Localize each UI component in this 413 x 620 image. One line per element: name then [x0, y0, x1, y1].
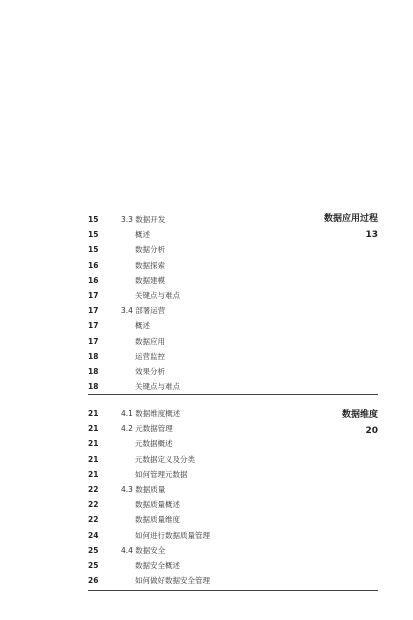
section-divider [88, 590, 378, 591]
toc-entry[interactable] [88, 406, 308, 422]
toc-entry[interactable] [88, 436, 308, 452]
toc-entry[interactable] [88, 288, 308, 304]
toc-entry-page-number: 22 [88, 515, 99, 525]
toc-section-data-dimensions [88, 406, 378, 596]
toc-entry-subheading: 如何进行数据质量管理 [135, 530, 210, 540]
toc-entry-page-number: 17 [88, 336, 99, 346]
toc-entry[interactable] [88, 349, 308, 365]
toc-entry-page-number: 21 [88, 409, 99, 418]
toc-entry-page-number: 25 [88, 561, 99, 570]
section-title: 数据维度 [341, 410, 378, 420]
toc-entry-subheading: 数据安全概述 [135, 561, 180, 570]
toc-entry-page-number: 21 [88, 454, 99, 464]
toc-entry[interactable] [88, 543, 308, 559]
toc-entry-page-number: 16 [88, 275, 99, 285]
toc-entry-subheading: 元数据概述 [135, 439, 173, 449]
toc-entry[interactable] [88, 512, 308, 528]
toc-entry-subheading: 数据探索 [135, 260, 165, 270]
toc-entry-page-number: 15 [88, 230, 99, 240]
toc-entry[interactable] [88, 258, 308, 274]
toc-entry-subheading: 运营监控 [135, 351, 165, 361]
toc-entry[interactable] [88, 421, 308, 437]
toc-entry-subheading: 关键点与难点 [135, 291, 180, 300]
toc-entry-page-number: 18 [88, 351, 99, 361]
toc-entry[interactable] [88, 497, 308, 513]
toc-entry-heading: 3.3 数据开发 [121, 215, 166, 224]
toc-entry-page-number: 17 [88, 291, 99, 300]
toc-entry-heading: 4.2 元数据管理 [121, 424, 173, 434]
toc-entry[interactable] [88, 379, 308, 395]
toc-entry-page-number: 22 [88, 500, 99, 510]
toc-entry[interactable] [88, 573, 308, 589]
toc-entry-subheading: 效果分析 [135, 367, 165, 376]
toc-entry-page-number: 15 [88, 215, 99, 224]
section-page-number: 13 [365, 230, 378, 240]
toc-entry-heading: 3.4 部署运营 [121, 306, 166, 316]
toc-entry[interactable] [88, 482, 308, 498]
toc-entry-page-number: 25 [88, 545, 99, 555]
section-page-number: 20 [365, 426, 378, 436]
toc-entry[interactable] [88, 273, 308, 289]
toc-entry-page-number: 26 [88, 576, 99, 586]
toc-entry[interactable] [88, 528, 308, 544]
toc-entry[interactable] [88, 452, 308, 468]
toc-entry[interactable] [88, 318, 308, 334]
toc-entry-page-number: 17 [88, 306, 99, 316]
toc-entry-subheading: 数据建模 [135, 275, 165, 285]
toc-entry-subheading: 数据分析 [135, 245, 165, 255]
toc-entry-page-number: 21 [88, 469, 99, 479]
toc-entry-subheading: 元数据定义及分类 [135, 454, 195, 464]
section-title: 数据应用过程 [323, 214, 378, 224]
toc-entry[interactable] [88, 227, 308, 243]
toc-entry-subheading: 数据质量概述 [135, 500, 180, 510]
toc-section-data-application-process [88, 212, 378, 402]
toc-entry-page-number: 17 [88, 321, 99, 331]
toc-entry-subheading: 数据质量维度 [135, 515, 180, 525]
toc-entry-page-number: 21 [88, 424, 99, 434]
toc-entry-page-number: 21 [88, 439, 99, 449]
toc-entry-page-number: 24 [88, 530, 99, 540]
toc-entry-page-number: 15 [88, 245, 99, 255]
toc-entry-page-number: 22 [88, 485, 99, 494]
toc-entry-subheading: 数据应用 [135, 336, 165, 346]
toc-entry[interactable] [88, 467, 308, 483]
toc-entry-heading: 4.4 数据安全 [121, 545, 166, 555]
toc-entry[interactable] [88, 303, 308, 319]
toc-entry-page-number: 18 [88, 367, 99, 376]
toc-entry-subheading: 概述 [135, 230, 150, 240]
toc-entry[interactable] [88, 242, 308, 258]
toc-entry-subheading: 如何管理元数据 [135, 469, 188, 479]
toc-entry-subheading: 如何做好数据安全管理 [135, 576, 210, 586]
toc-entry-subheading: 关键点与难点 [135, 382, 180, 392]
toc-entry[interactable] [88, 334, 308, 350]
toc-entry-heading: 4.3 数据质量 [121, 485, 166, 494]
toc-entry-heading: 4.1 数据维度概述 [121, 409, 181, 418]
section-divider [88, 394, 378, 395]
toc-entry[interactable] [88, 558, 308, 574]
toc-entry-page-number: 16 [88, 260, 99, 270]
toc-entry[interactable] [88, 364, 308, 380]
toc-entry-page-number: 18 [88, 382, 99, 392]
toc-entry[interactable] [88, 212, 308, 228]
toc-entry-subheading: 概述 [135, 321, 150, 331]
